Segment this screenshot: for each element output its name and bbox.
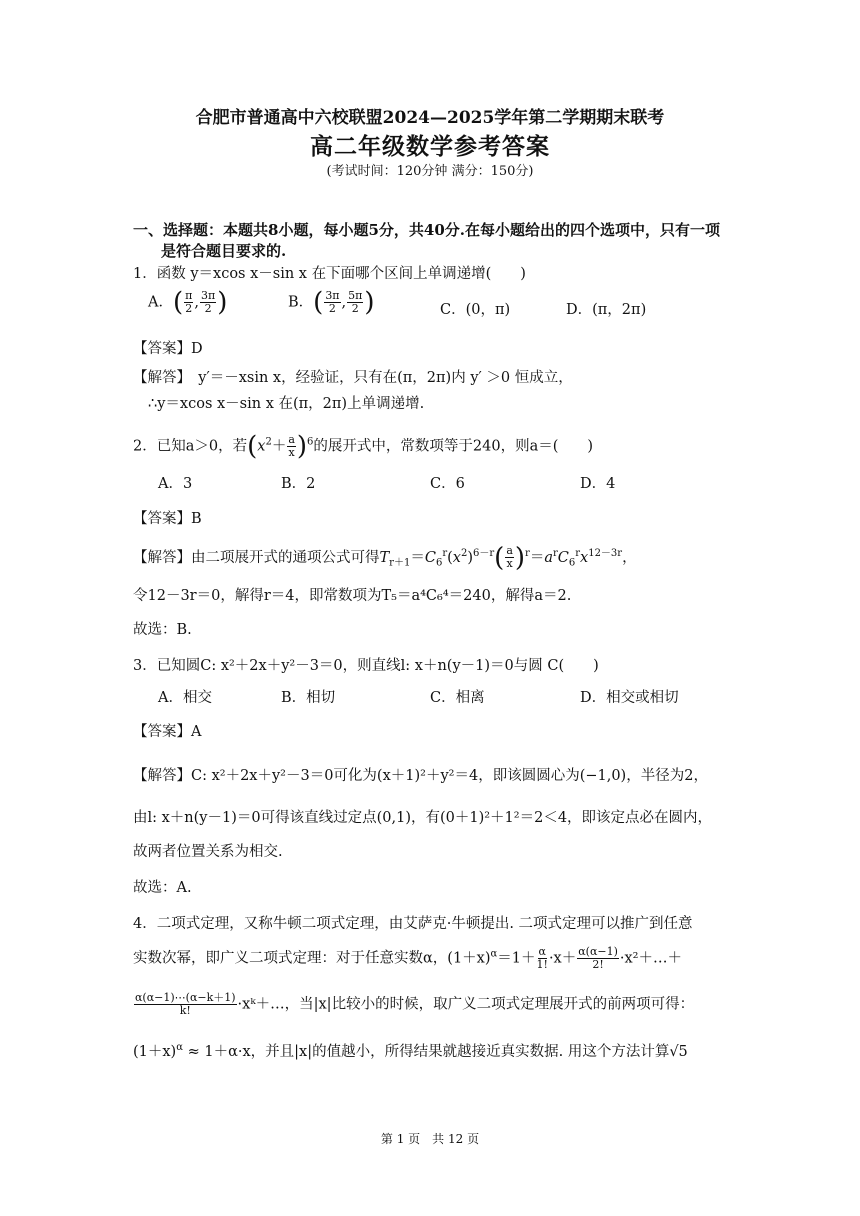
q1-answer: 【答案】D (133, 341, 203, 357)
q1-stem: 1．函数 y＝xcos x－sin x 在下面哪个区间上单调递增( ) (133, 266, 526, 282)
q1-option-d: D．(π，2π) (566, 302, 647, 318)
q3-option-a: A．相交 (158, 690, 212, 706)
section-title-cont: 是符合题目要求的. (161, 242, 287, 260)
q2-option-c: C．6 (430, 476, 465, 492)
q3-solution-3: 故两者位置关系为相交. (133, 844, 283, 860)
q4-line-1: 4．二项式定理，又称牛顿二项式定理，由艾萨克·牛顿提出. 二项式定理可以推广到任意 (133, 916, 693, 932)
q3-solution-1: 【解答】C: x²＋2x＋y²－3＝0可化为(x＋1)²＋y²＝4，即该圆圆心为(−1,0)，半径为2， (133, 768, 708, 784)
q2-solution-1: 【解答】由二项展开式的通项公式可得$T_{r+1}=C_6^r(x^2)^{6-r}$( $\frac{a}{x}$ )$^r=a^rC_6^rx^{12-3r}$， (133, 542, 637, 573)
q3-solution-4: 故选：A. (133, 880, 192, 896)
q3-stem: 3．已知圆C: x²＋2x＋y²－3＝0，则直线l: x＋n(y－1)＝0与圆 C( ) (133, 658, 599, 674)
q1-solution-2: ∴y＝xcos x－sin x 在(π，2π)上单调递增. (148, 396, 425, 412)
q2-option-d: D．4 (580, 476, 616, 492)
q1-option-a: A．( $\frac{\pi}{2}$ , $\frac{3\pi}{2}$ ) (148, 287, 228, 318)
q2-option-b: B．2 (281, 476, 316, 492)
q3-answer: 【答案】A (133, 724, 202, 740)
q4-line-3: $\frac{\alpha(\alpha-1)\cdots(\alpha-k+1)}{k!}$ ·xᵏ＋…，当|x|比较小的时候，取广义二项式定理展开式的前两项可得： (135, 991, 695, 1017)
q1-option-b: B．( $\frac{3\pi}{2}$ , $\frac{5\pi}{2}$ ) (288, 287, 375, 318)
q2-answer: 【答案】B (133, 511, 202, 527)
q2-solution-3: 故选：B. (133, 622, 192, 638)
q3-option-c: C．相离 (430, 690, 485, 706)
section-title: 一、选择题：本题共8小题，每小题5分，共40分.在每小题给出的四个选项中，只有一项 (133, 221, 720, 239)
q3-solution-2: 由l: x＋n(y－1)＝0可得该直线过定点(0,1)，有(0＋1)²＋1²＝2＜4，即该定点必在圆内， (133, 810, 713, 826)
q3-option-d: D．相交或相切 (580, 690, 679, 706)
q1-option-c: C．(0，π) (440, 302, 511, 318)
q3-option-b: B．相切 (281, 690, 336, 706)
q2-solution-2: 令12－3r＝0，解得r＝4，即常数项为T₅＝a⁴C₆⁴＝240，解得a＝2. (133, 588, 572, 604)
exam-title: 高二年级数学参考答案 (310, 134, 550, 160)
exam-header-line1: 合肥市普通高中六校联盟2024—2025学年第二学期期末联考 (195, 108, 665, 128)
q1-solution-1: 【解答】 y′＝－xsin x，经验证，只有在(π，2π)内 y′ ＞0 恒成立， (133, 370, 573, 386)
q4-line-2: 实数次幂，即广义二项式定理：对于任意实数α，$(1+x)^\alpha=1+$ $\frac{\alpha}{1!}$ ·x＋ $\frac{\alpha(\alpha-1)}{2!}$ ·x²＋…＋ (133, 945, 682, 971)
q2-option-a: A．3 (158, 476, 193, 492)
q2-stem: 2．已知a＞0，若($x^2+$ $\frac{a}{x}$ )$^6$的展开式中，常数项等于240，则a＝( ) (133, 431, 594, 462)
exam-meta: (考试时间：120分钟 满分：150分) (326, 164, 534, 179)
q4-line-4: $(1+x)^\alpha \approx 1+\alpha\cdot x$，并且|x|的值越小，所得结果就越接近真实数据. 用这个方法计算√5 (133, 1042, 688, 1060)
page-footer: 第 1 页 共 12 页 (380, 1132, 480, 1146)
